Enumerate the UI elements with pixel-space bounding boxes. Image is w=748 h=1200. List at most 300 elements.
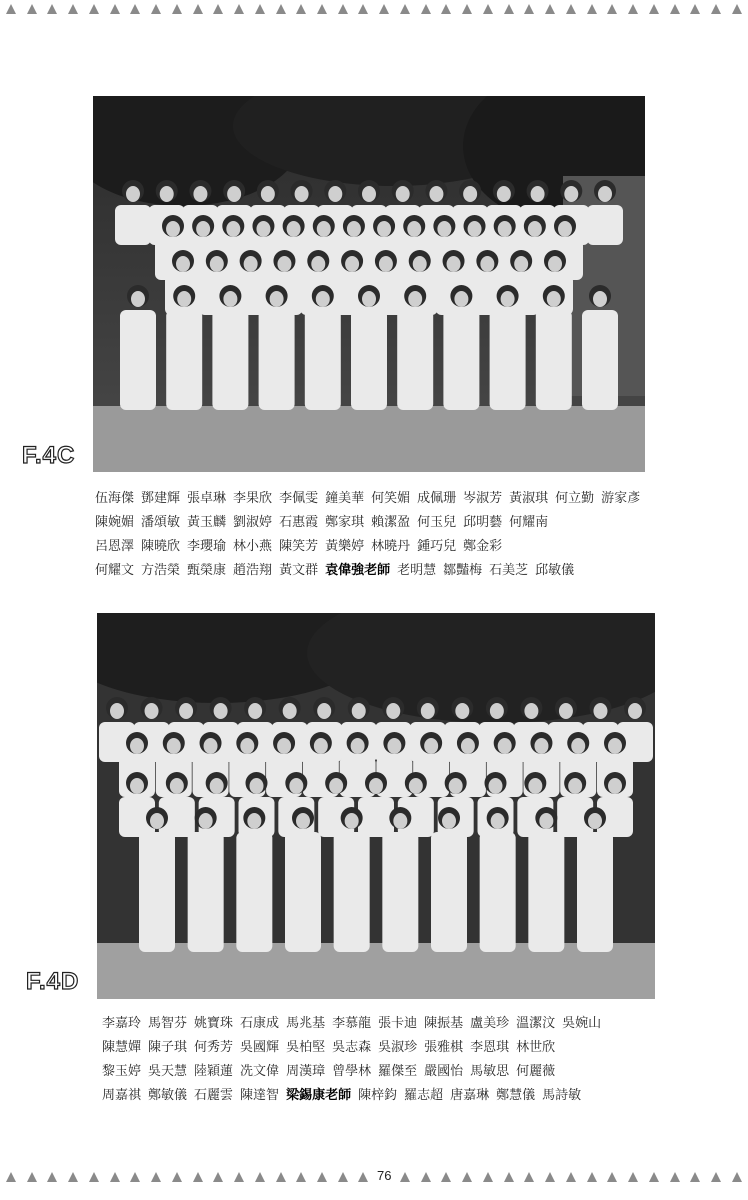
person-face [210, 256, 224, 272]
student-name: 陸穎蓮 [194, 1064, 234, 1079]
person-figure [351, 310, 387, 410]
person-face [296, 813, 310, 829]
person-face [608, 778, 622, 794]
person-face [314, 738, 328, 754]
names-list-f4c [95, 487, 740, 583]
top-triangle-border [0, 4, 748, 18]
student-name: 羅傑至 [378, 1064, 418, 1079]
person-figure [443, 310, 479, 410]
person-face [283, 703, 297, 719]
person-face [362, 291, 376, 307]
triangle-ornament [130, 1172, 140, 1182]
triangle-ornament [255, 4, 265, 14]
person-face [351, 738, 365, 754]
student-name: 溫潔汶 [516, 1016, 556, 1031]
student-name: 唐嘉琳 [450, 1088, 490, 1103]
triangle-ornament [193, 4, 203, 14]
class-photo-f4c-image [93, 96, 645, 472]
student-name: 李瓔瑜 [187, 539, 227, 554]
triangle-ornament [690, 4, 700, 14]
student-name: 鄒豔梅 [443, 563, 483, 578]
person-face [386, 703, 400, 719]
person-face [593, 703, 607, 719]
student-name: 鐘美華 [325, 491, 365, 506]
class-label-f4c: F.4C [22, 442, 76, 469]
student-name: 石美芝 [489, 563, 529, 578]
student-name: 周嘉祺 [102, 1088, 142, 1103]
student-name: 李恩琪 [470, 1040, 510, 1055]
person-face [167, 738, 181, 754]
triangle-ornament [462, 1172, 472, 1182]
person-face [130, 778, 144, 794]
student-name: 石麗雲 [194, 1088, 234, 1103]
person-face [277, 738, 291, 754]
student-name: 石康成 [240, 1016, 280, 1031]
person-face [379, 256, 393, 272]
triangle-ornament [441, 1172, 451, 1182]
student-name: 石惠霞 [279, 515, 319, 530]
person-face [568, 778, 582, 794]
person-face [345, 813, 359, 829]
person-face [261, 186, 275, 202]
student-name: 林世欣 [516, 1040, 556, 1055]
triangle-ornament [421, 1172, 431, 1182]
student-name: 黃文群 [279, 563, 319, 578]
triangle-ornament [524, 1172, 534, 1182]
names-list-f4d [102, 1012, 742, 1108]
person-face [166, 221, 180, 237]
person-face [317, 221, 331, 237]
person-face [160, 186, 174, 202]
triangle-ornament [545, 1172, 555, 1182]
triangle-ornament [462, 4, 472, 14]
person-face [524, 703, 538, 719]
person-face [396, 186, 410, 202]
triangle-ornament [213, 4, 223, 14]
student-name: 鄭敏儀 [148, 1088, 188, 1103]
triangle-ornament [358, 4, 368, 14]
triangle-ornament [607, 4, 617, 14]
person-figure [212, 310, 248, 410]
person-figure [139, 832, 175, 952]
student-name: 周漢璋 [286, 1064, 326, 1079]
person-face [461, 738, 475, 754]
person-face [317, 703, 331, 719]
name-line [102, 1036, 742, 1060]
person-face [204, 738, 218, 754]
teacher-name: 袁偉強老師 [325, 563, 391, 578]
triangle-ornament [89, 4, 99, 14]
student-name: 陳子琪 [148, 1040, 188, 1055]
student-name: 陳笑芳 [279, 539, 319, 554]
student-name: 吳婉山 [562, 1016, 602, 1031]
person-face [393, 813, 407, 829]
person-face [480, 256, 494, 272]
person-face [593, 291, 607, 307]
person-face [424, 738, 438, 754]
name-line [102, 1012, 742, 1036]
person-face [463, 186, 477, 202]
page-number: 76 [374, 1168, 394, 1183]
person-face [240, 738, 254, 754]
triangle-ornament [400, 4, 410, 14]
person-face [588, 813, 602, 829]
person-figure [382, 832, 418, 952]
person-figure [334, 832, 370, 952]
person-face [145, 703, 159, 719]
student-name: 何笑媚 [371, 491, 411, 506]
triangle-ornament [172, 1172, 182, 1182]
student-name: 岑淑芳 [463, 491, 503, 506]
triangle-ornament [68, 1172, 78, 1182]
person-face [199, 813, 213, 829]
triangle-ornament [296, 1172, 306, 1182]
triangle-ornament [234, 4, 244, 14]
person-face [130, 738, 144, 754]
student-name: 鄧建輝 [141, 491, 181, 506]
student-name: 鄭金彩 [463, 539, 503, 554]
triangle-ornament [649, 1172, 659, 1182]
person-face [131, 291, 145, 307]
triangle-ornament [6, 1172, 16, 1182]
student-name: 曾學林 [332, 1064, 372, 1079]
person-figure [285, 832, 321, 952]
person-face [413, 256, 427, 272]
triangle-ornament [110, 4, 120, 14]
triangle-ornament [6, 4, 16, 14]
triangle-ornament [670, 1172, 680, 1182]
person-face [193, 186, 207, 202]
person-face [270, 291, 284, 307]
person-face [377, 221, 391, 237]
student-name: 老明慧 [397, 563, 437, 578]
triangle-ornament [421, 4, 431, 14]
triangle-ornament [276, 1172, 286, 1182]
triangle-ornament [400, 1172, 410, 1182]
student-name: 何耀文 [95, 563, 135, 578]
student-name: 鍾巧兒 [417, 539, 457, 554]
student-name: 陳振基 [424, 1016, 464, 1031]
triangle-ornament [732, 4, 742, 14]
person-face [352, 703, 366, 719]
student-name: 邱明藝 [463, 515, 503, 530]
student-name: 李佩雯 [279, 491, 319, 506]
person-face [248, 703, 262, 719]
person-face [498, 738, 512, 754]
triangle-ornament [441, 4, 451, 14]
person-face [227, 186, 241, 202]
person-face [345, 256, 359, 272]
person-face [311, 256, 325, 272]
person-face [497, 186, 511, 202]
triangle-ornament [151, 1172, 161, 1182]
triangle-ornament [172, 4, 182, 14]
student-name: 馬敏思 [470, 1064, 510, 1079]
triangle-ornament [670, 4, 680, 14]
triangle-ornament [110, 1172, 120, 1182]
person-figure [166, 310, 202, 410]
person-face [289, 778, 303, 794]
student-name: 馬智芬 [148, 1016, 188, 1031]
triangle-ornament [711, 4, 721, 14]
student-name: 何秀芳 [194, 1040, 234, 1055]
triangle-ornament [545, 4, 555, 14]
person-figure [259, 310, 295, 410]
person-figure [236, 832, 272, 952]
person-face [210, 778, 224, 794]
student-name: 黃淑琪 [509, 491, 549, 506]
person-face [454, 291, 468, 307]
triangle-ornament [379, 4, 389, 14]
person-face [490, 703, 504, 719]
person-face [362, 186, 376, 202]
triangle-ornament [151, 4, 161, 14]
person-face [407, 221, 421, 237]
student-name: 李果欣 [233, 491, 273, 506]
triangle-ornament [27, 4, 37, 14]
person-face [489, 778, 503, 794]
person-face [447, 256, 461, 272]
student-name: 馬兆基 [286, 1016, 326, 1031]
name-line [102, 1084, 742, 1108]
person-face [437, 221, 451, 237]
class-photo-f4c [93, 96, 645, 472]
student-name: 盧美珍 [470, 1016, 510, 1031]
person-face [328, 186, 342, 202]
person-face [287, 221, 301, 237]
person-figure [587, 205, 623, 245]
triangle-ornament [47, 4, 57, 14]
triangle-ornament [193, 1172, 203, 1182]
student-name: 李嘉玲 [102, 1016, 142, 1031]
triangle-ornament [317, 1172, 327, 1182]
triangle-ornament [566, 1172, 576, 1182]
person-figure [120, 310, 156, 410]
triangle-ornament [89, 1172, 99, 1182]
person-figure [582, 310, 618, 410]
person-face [628, 703, 642, 719]
triangle-ornament [255, 1172, 265, 1182]
person-face [177, 291, 191, 307]
student-name: 林曉丹 [371, 539, 411, 554]
person-face [226, 221, 240, 237]
student-name: 黎玉婷 [102, 1064, 142, 1079]
person-face [408, 291, 422, 307]
person-figure [115, 205, 151, 245]
person-face [608, 738, 622, 754]
person-figure [431, 832, 467, 952]
student-name: 姚寶珠 [194, 1016, 234, 1031]
person-face [449, 778, 463, 794]
student-name: 何麗薇 [516, 1064, 556, 1079]
triangle-ornament [276, 4, 286, 14]
person-face [558, 221, 572, 237]
student-name: 伍海傑 [95, 491, 135, 506]
person-face [468, 221, 482, 237]
student-name: 林小燕 [233, 539, 273, 554]
person-face [247, 813, 261, 829]
triangle-ornament [649, 4, 659, 14]
name-line [102, 1060, 742, 1084]
person-face [559, 703, 573, 719]
person-face [528, 778, 542, 794]
person-face [409, 778, 423, 794]
triangle-ornament [317, 4, 327, 14]
person-face [223, 291, 237, 307]
triangle-ornament [234, 1172, 244, 1182]
person-face [214, 703, 228, 719]
student-name: 陳梓鈞 [358, 1088, 398, 1103]
person-face [244, 256, 258, 272]
person-face [531, 186, 545, 202]
student-name: 黃玉麟 [187, 515, 227, 530]
person-face [501, 291, 515, 307]
triangle-ornament [504, 1172, 514, 1182]
student-name: 甄榮康 [187, 563, 227, 578]
triangle-ornament [587, 4, 597, 14]
person-face [491, 813, 505, 829]
person-face [429, 186, 443, 202]
student-name: 何耀南 [509, 515, 549, 530]
person-face [539, 813, 553, 829]
class-label-f4d: F.4D [26, 968, 80, 995]
person-face [176, 256, 190, 272]
student-name: 吳淑珍 [378, 1040, 418, 1055]
person-figure [490, 310, 526, 410]
name-line [95, 487, 740, 511]
triangle-ornament [628, 4, 638, 14]
triangle-ornament [483, 4, 493, 14]
student-name: 潘頌敏 [141, 515, 181, 530]
person-face [110, 703, 124, 719]
student-name: 陳婉媚 [95, 515, 135, 530]
triangle-ornament [338, 4, 348, 14]
student-name: 吳天慧 [148, 1064, 188, 1079]
class-photo-f4d-image [97, 613, 655, 999]
triangle-ornament [213, 1172, 223, 1182]
triangle-ornament [690, 1172, 700, 1182]
person-face [571, 738, 585, 754]
name-line [95, 559, 740, 583]
student-name: 陳曉欣 [141, 539, 181, 554]
triangle-ornament [504, 4, 514, 14]
person-face [126, 186, 140, 202]
triangle-ornament [607, 1172, 617, 1182]
person-face [528, 221, 542, 237]
triangle-ornament [130, 4, 140, 14]
triangle-ornament [296, 4, 306, 14]
triangle-ornament [587, 1172, 597, 1182]
student-name: 張雅棋 [424, 1040, 464, 1055]
teacher-name: 梁錫康老師 [286, 1088, 352, 1103]
person-figure [577, 832, 613, 952]
student-name: 趙浩翔 [233, 563, 273, 578]
person-figure [397, 310, 433, 410]
student-name: 吳志森 [332, 1040, 372, 1055]
student-name: 鄭慧儀 [496, 1088, 536, 1103]
person-face [421, 703, 435, 719]
triangle-ornament [483, 1172, 493, 1182]
student-name: 黃樂婷 [325, 539, 365, 554]
person-figure [536, 310, 572, 410]
student-name: 嚴國怡 [424, 1064, 464, 1079]
student-name: 何玉兒 [417, 515, 457, 530]
student-name: 邱敏儀 [535, 563, 575, 578]
person-face [442, 813, 456, 829]
student-name: 劉淑婷 [233, 515, 273, 530]
student-name: 吳柏堅 [286, 1040, 326, 1055]
student-name: 張卓琳 [187, 491, 227, 506]
triangle-ornament [524, 4, 534, 14]
person-face [316, 291, 330, 307]
person-face [150, 813, 164, 829]
person-face [387, 738, 401, 754]
person-face [295, 186, 309, 202]
triangle-ornament [47, 1172, 57, 1182]
name-line [95, 535, 740, 559]
triangle-ornament [628, 1172, 638, 1182]
person-face [514, 256, 528, 272]
person-figure [528, 832, 564, 952]
student-name: 李慕龍 [332, 1016, 372, 1031]
person-face [250, 778, 264, 794]
student-name: 呂恩澤 [95, 539, 135, 554]
person-face [564, 186, 578, 202]
student-name: 何立勤 [555, 491, 595, 506]
person-face [256, 221, 270, 237]
triangle-ornament [68, 4, 78, 14]
person-face [347, 221, 361, 237]
person-figure [358, 797, 394, 837]
name-line [95, 511, 740, 535]
triangle-ornament [732, 1172, 742, 1182]
person-figure [188, 832, 224, 952]
student-name: 陳達智 [240, 1088, 280, 1103]
triangle-ornament [566, 4, 576, 14]
triangle-ornament [358, 1172, 368, 1182]
student-name: 鄭家琪 [325, 515, 365, 530]
person-face [196, 221, 210, 237]
person-face [369, 778, 383, 794]
student-name: 冼文偉 [240, 1064, 280, 1079]
person-face [534, 738, 548, 754]
student-name: 吳國輝 [240, 1040, 280, 1055]
person-figure [480, 832, 516, 952]
person-face [547, 291, 561, 307]
student-name: 賴潔盈 [371, 515, 411, 530]
student-name: 成佩珊 [417, 491, 457, 506]
student-name: 馬詩敏 [542, 1088, 582, 1103]
person-face [498, 221, 512, 237]
class-photo-f4d [97, 613, 655, 999]
triangle-ornament [338, 1172, 348, 1182]
triangle-ornament [27, 1172, 37, 1182]
person-face [455, 703, 469, 719]
person-face [548, 256, 562, 272]
triangle-ornament [711, 1172, 721, 1182]
student-name: 陳慧嬋 [102, 1040, 142, 1055]
person-face [598, 186, 612, 202]
person-figure [305, 310, 341, 410]
person-face [170, 778, 184, 794]
student-name: 張卡迪 [378, 1016, 418, 1031]
student-name: 方浩榮 [141, 563, 181, 578]
student-name: 羅志超 [404, 1088, 444, 1103]
person-face [179, 703, 193, 719]
student-name: 游家彥 [601, 491, 641, 506]
person-face [277, 256, 291, 272]
person-face [329, 778, 343, 794]
